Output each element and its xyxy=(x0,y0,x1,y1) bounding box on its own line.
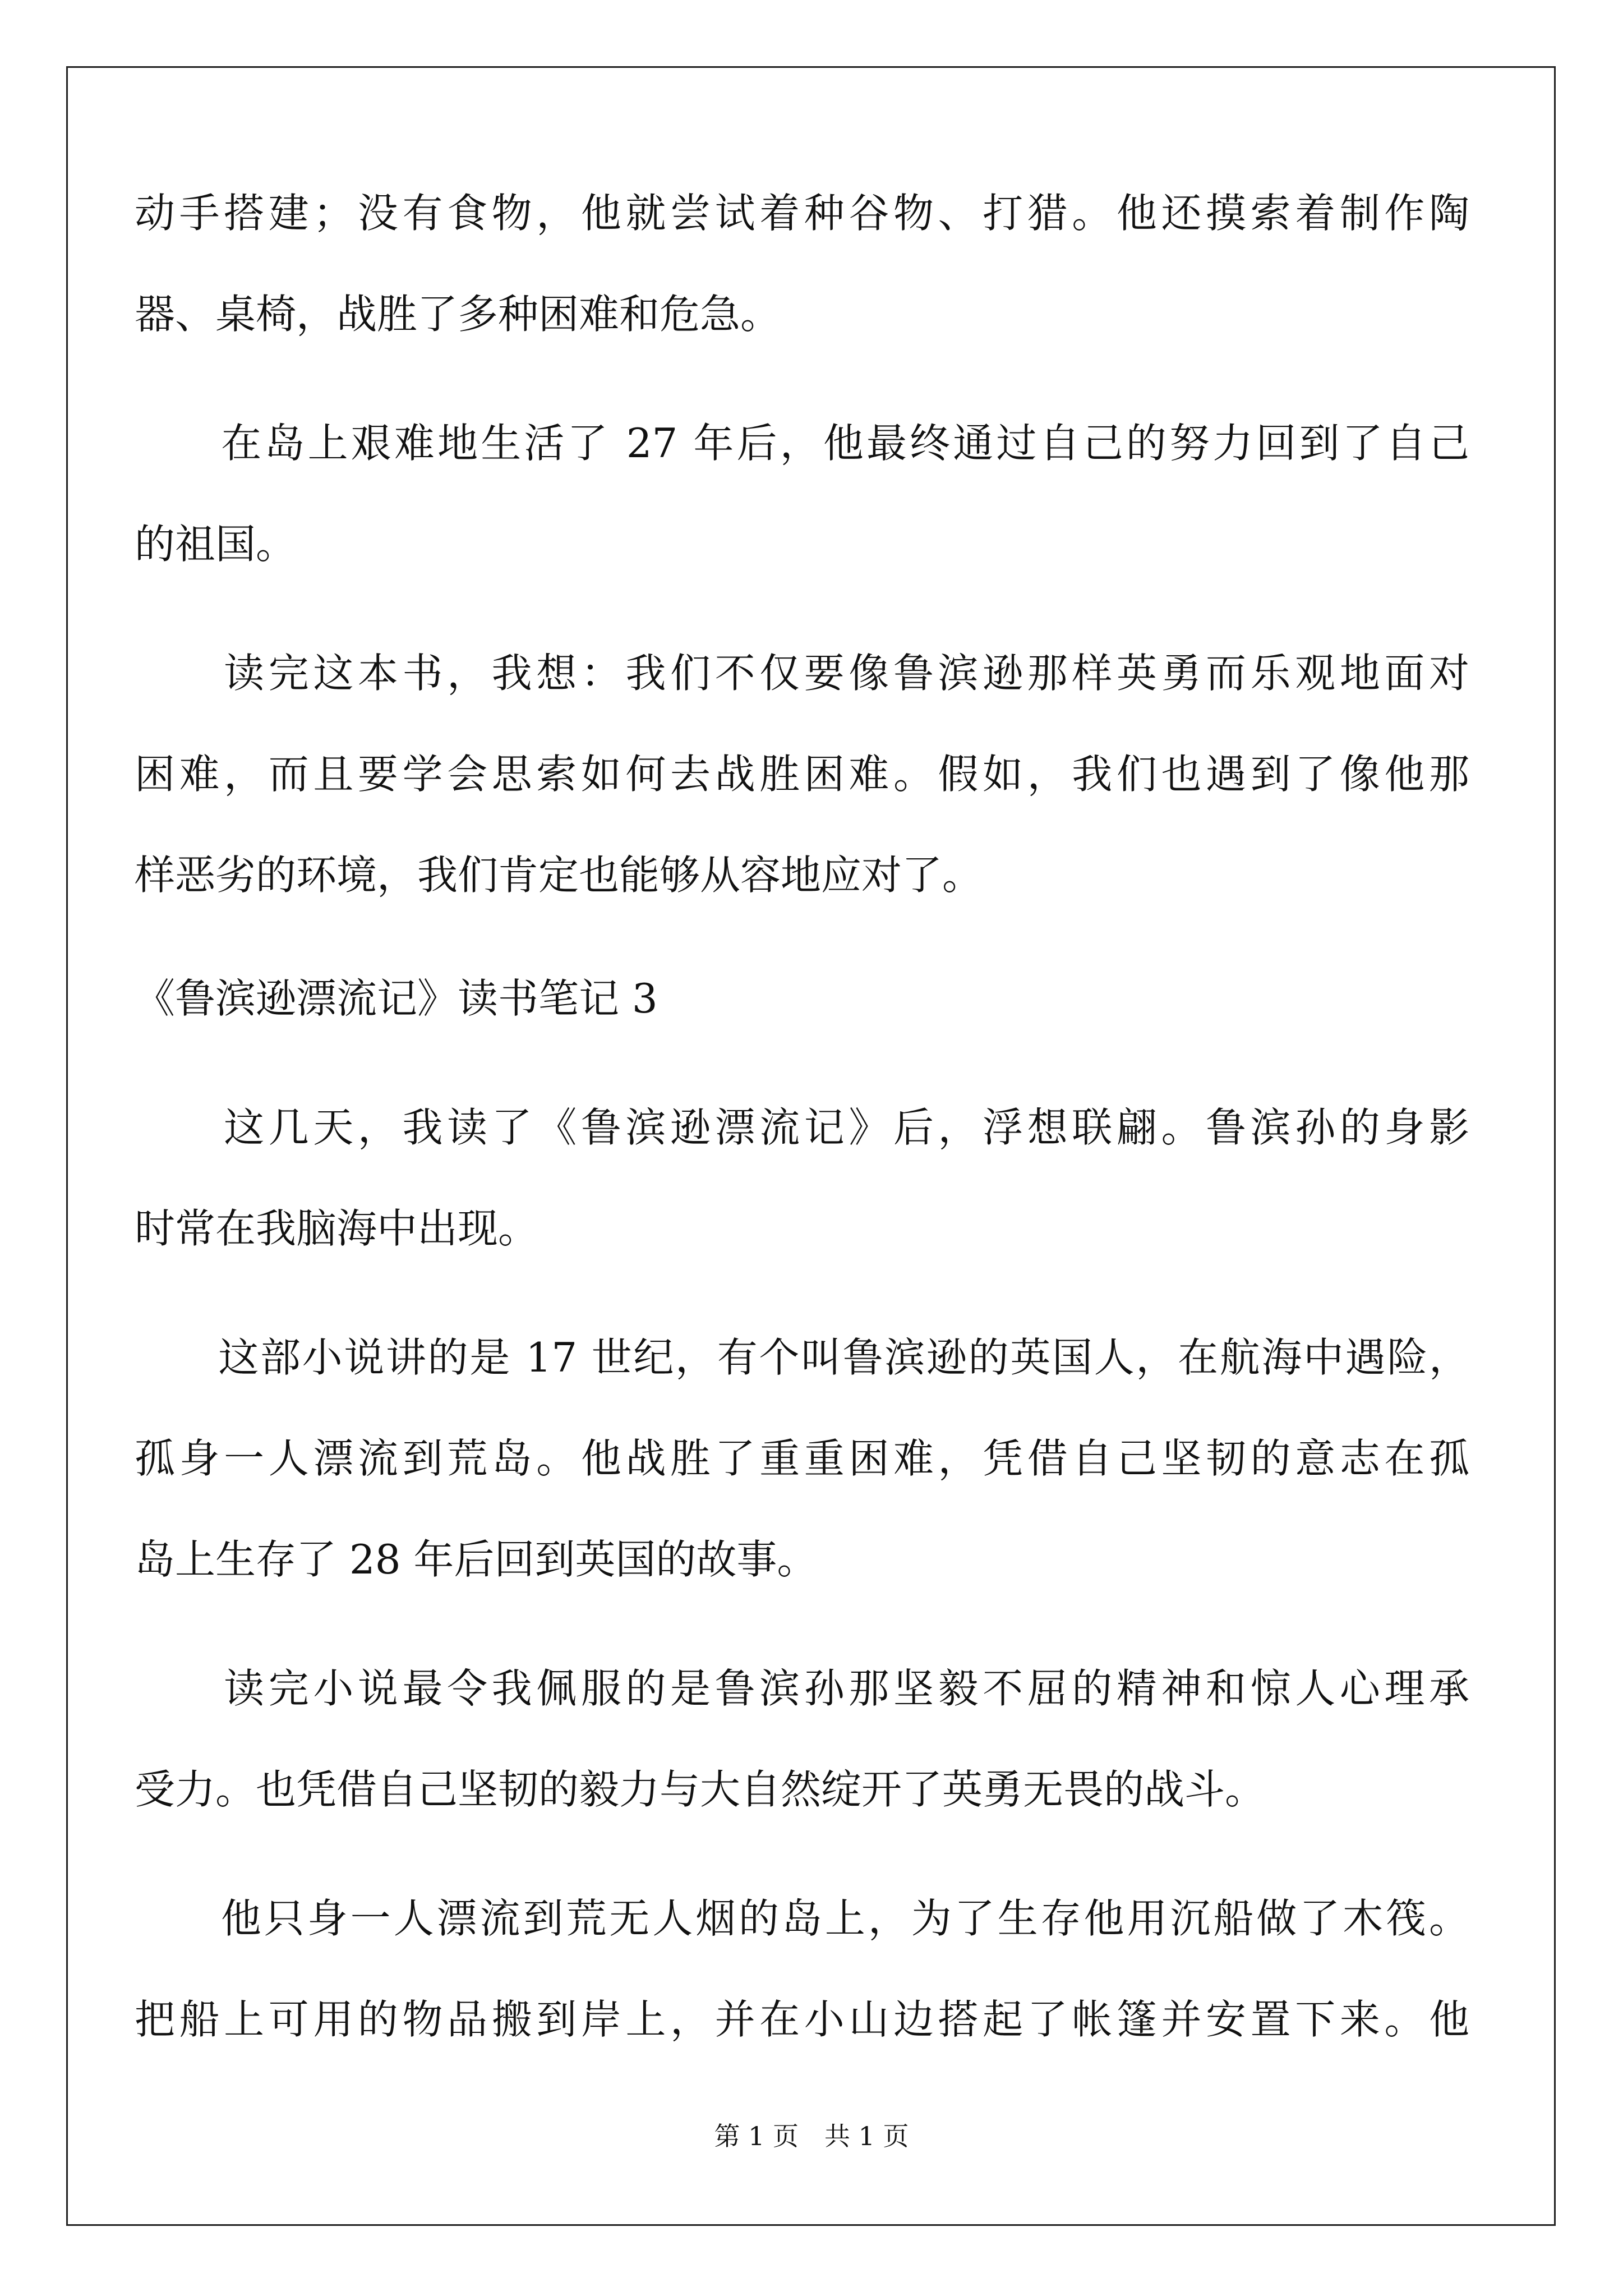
text-line-5: 读完这本书，我想：我们不仅要像鲁滨逊那样英勇而乐观地面对 xyxy=(135,650,1469,697)
text-line-16: 他只身一人漂流到荒无人烟的岛上，为了生存他用沉船做了木筏。 xyxy=(135,1895,1469,1942)
text-line-4: 的祖国。 xyxy=(135,521,297,568)
text-line-9: 这几天，我读了《鲁滨逊漂流记》后，浮想联翩。鲁滨孙的身影 xyxy=(135,1104,1469,1151)
text-line-2: 器、桌椅，战胜了多种困难和危急。 xyxy=(135,291,781,338)
text-line-1: 动手搭建；没有食物，他就尝试着种谷物、打猎。他还摸索着制作陶 xyxy=(135,190,1469,237)
text-line-14: 读完小说最令我佩服的是鲁滨孙那坚毅不屈的精神和惊人心理承 xyxy=(135,1665,1469,1712)
section-heading: 《鲁滨逊漂流记》读书笔记 3 xyxy=(135,975,658,1022)
text-line-12: 孤身一人漂流到荒岛。他战胜了重重困难，凭借自己坚韧的意志在孤 xyxy=(135,1435,1469,1482)
text-line-3: 在岛上艰难地生活了 27 年后，他最终通过自己的努力回到了自己 xyxy=(135,420,1469,467)
text-line-6: 困难，而且要学会思索如何去战胜困难。假如，我们也遇到了像他那 xyxy=(135,751,1469,798)
text-line-13: 岛上生存了 28 年后回到英国的故事。 xyxy=(135,1536,818,1583)
page-number: 第 1 页 共 1 页 xyxy=(714,2121,909,2151)
text-line-17: 把船上可用的物品搬到岸上，并在小山边搭起了帐篷并安置下来。他 xyxy=(135,1996,1469,2043)
text-line-15: 受力。也凭借自己坚韧的毅力与大自然绽开了英勇无畏的战斗。 xyxy=(135,1766,1266,1813)
text-line-11: 这部小说讲的是 17 世纪，有个叫鲁滨逊的英国人，在航海中遇险， xyxy=(135,1334,1469,1381)
text-line-10: 时常在我脑海中出现。 xyxy=(135,1205,539,1252)
text-line-7: 样恶劣的环境，我们肯定也能够从容地应对了。 xyxy=(135,852,983,899)
